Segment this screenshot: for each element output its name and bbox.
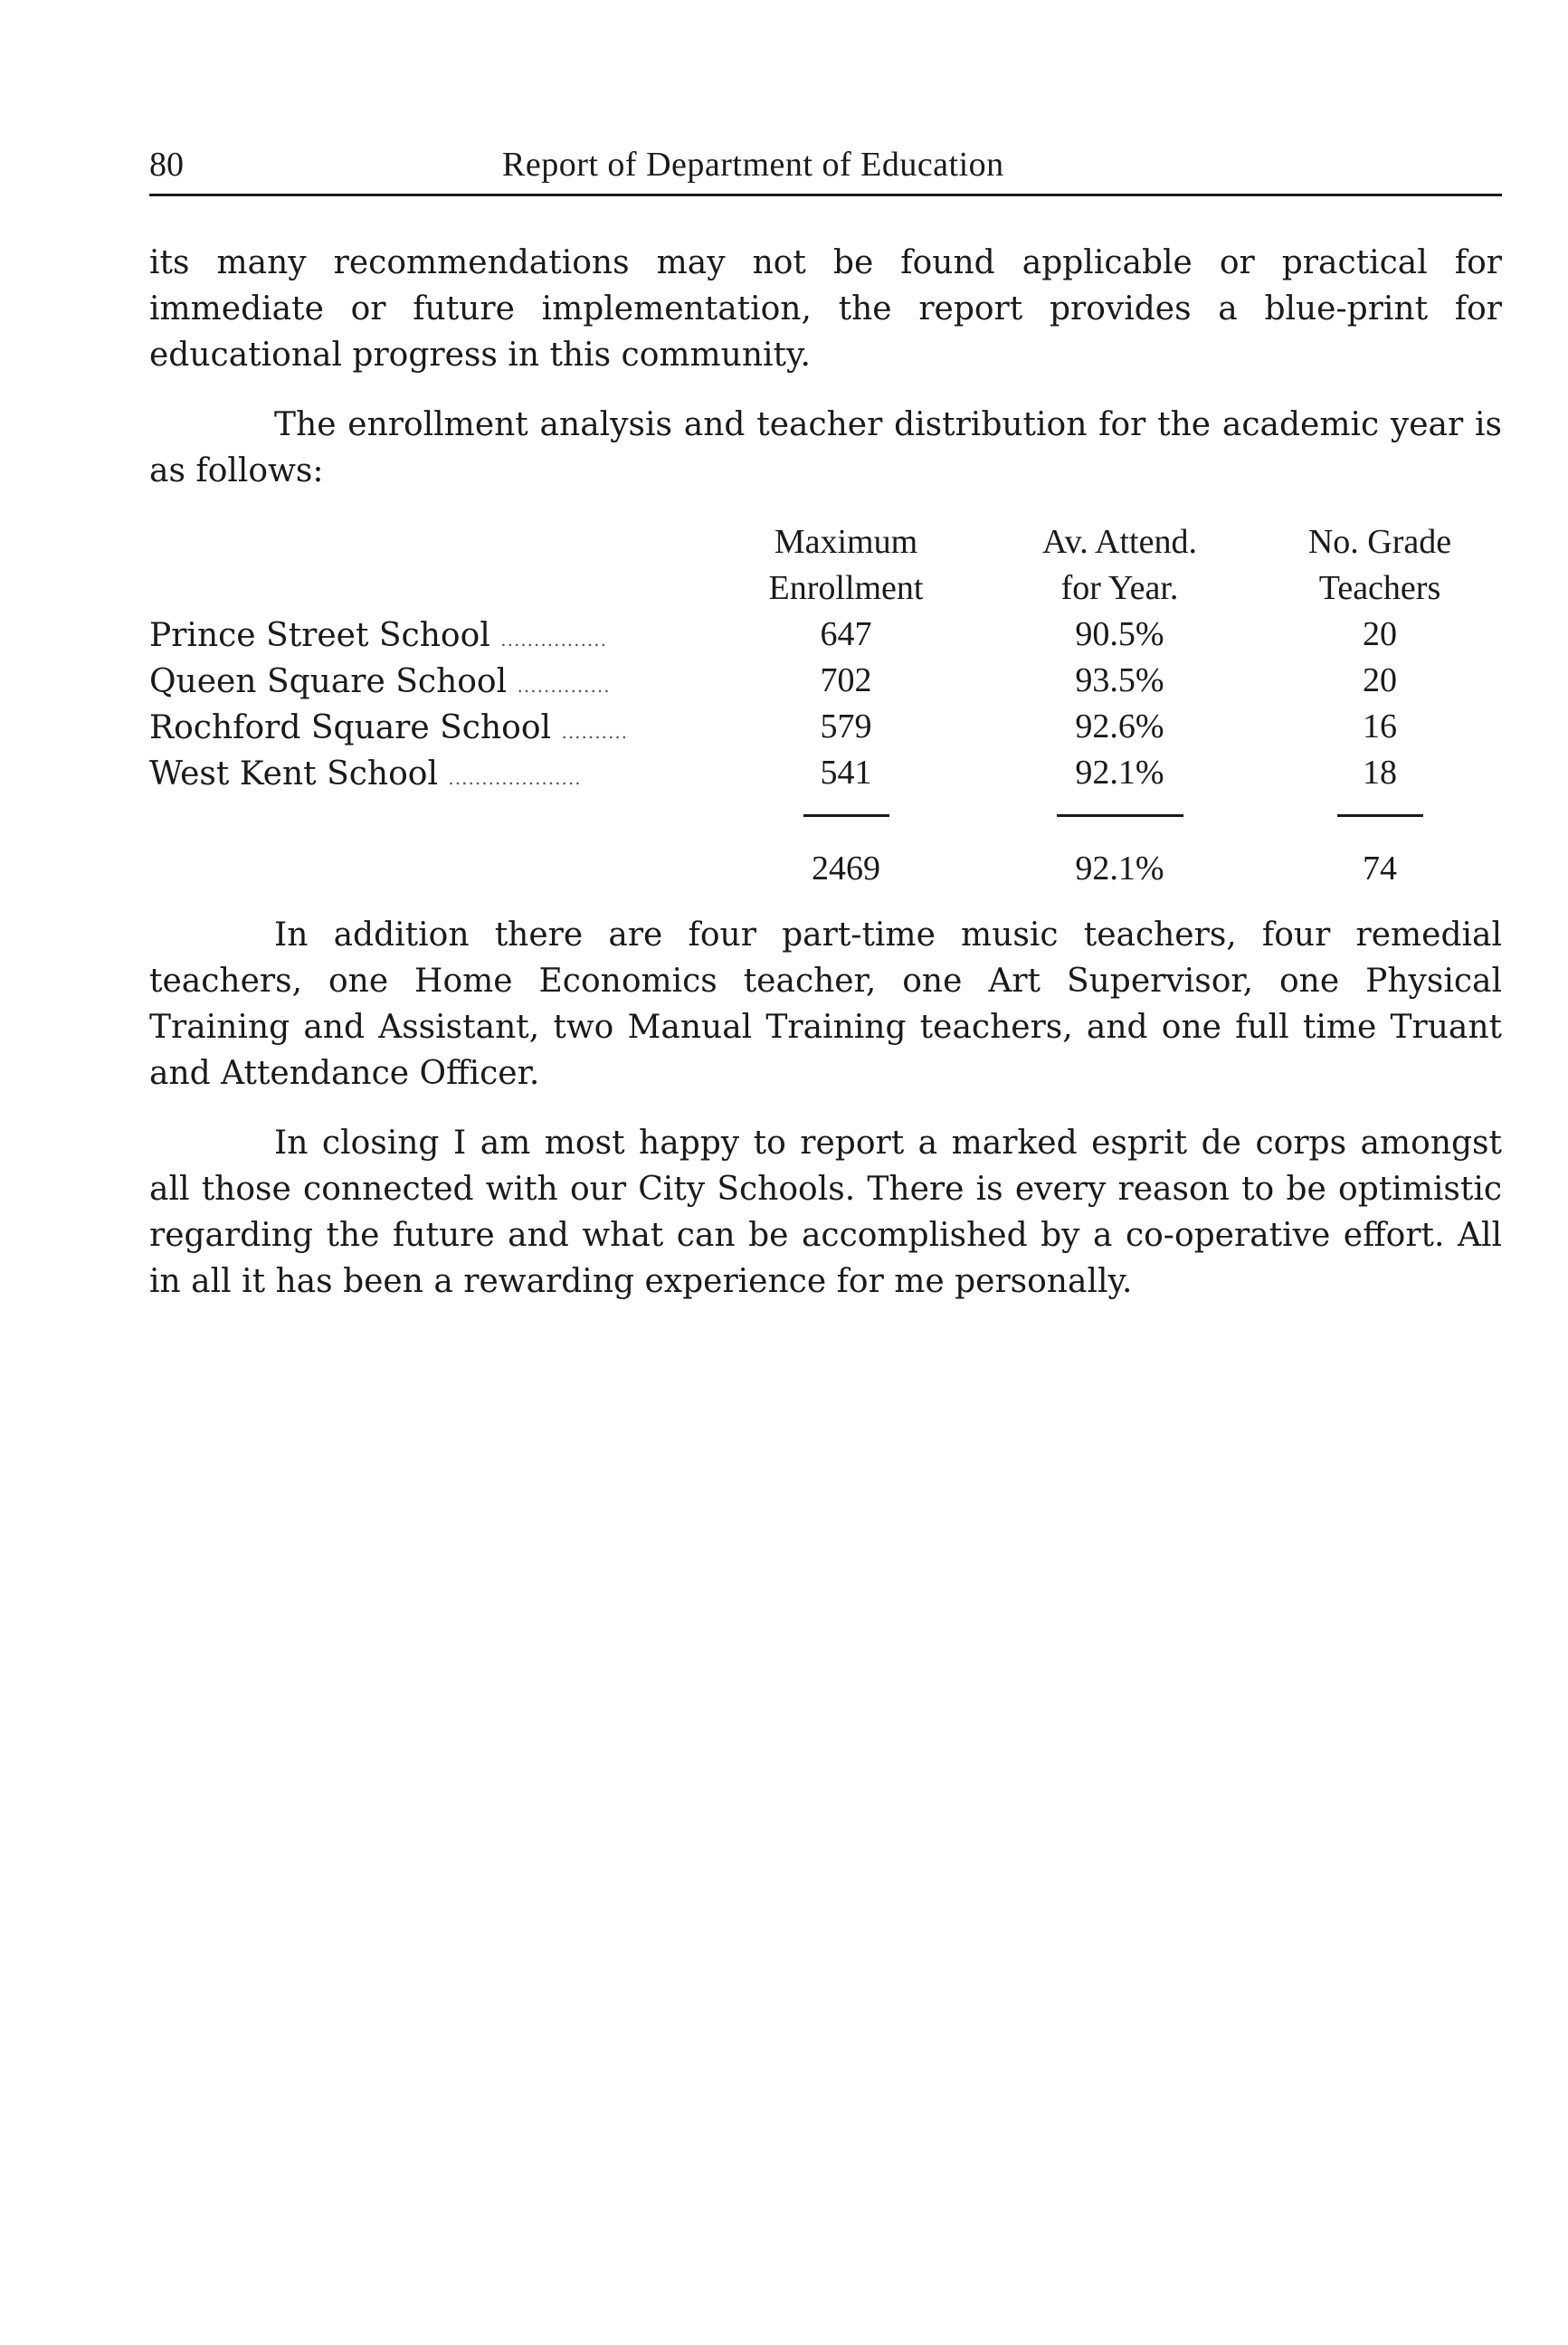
avg-attendance-cell: 92.6% bbox=[1075, 707, 1164, 745]
total-grade-teachers: 74 bbox=[1363, 850, 1397, 888]
page-number: 80 bbox=[149, 146, 184, 184]
total-max-enrollment: 2469 bbox=[812, 850, 880, 888]
total-avg-attendance: 92.1% bbox=[1075, 850, 1164, 888]
paragraph-closing: In closing I am most happy to report a marked esprit de corps amongst all those connected with our City Schools. There is every reason to be optimistic regarding the future and what can be accomplished by a co-operative effort. All in all it has been a rewarding experience for me personally. bbox=[149, 1125, 1502, 1300]
document-page bbox=[149, 145, 1502, 1305]
avg-attendance-cell: 90.5% bbox=[1075, 615, 1164, 653]
max-enrollment-cell: 541 bbox=[820, 754, 872, 792]
running-title: Report of Department of Education bbox=[502, 146, 1004, 184]
dot-leader: ................ bbox=[500, 629, 607, 650]
school-name: West Kent School bbox=[149, 755, 438, 793]
total-rule bbox=[1258, 793, 1502, 832]
total-rule-row bbox=[149, 793, 1502, 832]
avg-attendance-cell: 93.5% bbox=[1075, 661, 1164, 699]
page-header bbox=[149, 145, 1502, 196]
total-rule bbox=[710, 793, 982, 832]
paragraph-additional-staff: In addition there are four part-time music teachers, four remedial teachers, one Home Economics teacher, one Art Supervisor, one Physical Training and Assistant, two Manual Training teachers, and one full time Truant and Attendance Officer. bbox=[149, 916, 1502, 1092]
max-enrollment-cell: 647 bbox=[820, 615, 872, 653]
avg-attendance-cell: 92.1% bbox=[1075, 754, 1164, 792]
header-grade-teachers-line1: No. Grade bbox=[1307, 523, 1452, 561]
total-rule bbox=[982, 793, 1258, 832]
grade-teachers-cell: 18 bbox=[1363, 754, 1397, 792]
table-header-row-1 bbox=[149, 516, 1502, 562]
dot-leader: .......... bbox=[561, 721, 629, 743]
table-row bbox=[149, 654, 1502, 700]
school-name: Prince Street School bbox=[149, 617, 490, 654]
header-max-enrollment-line2: Enrollment bbox=[768, 569, 924, 607]
school-name: Queen Square School bbox=[149, 663, 508, 700]
max-enrollment-cell: 702 bbox=[820, 661, 872, 699]
header-avg-attendance-line2: for Year. bbox=[1060, 569, 1179, 607]
table-row bbox=[149, 608, 1502, 654]
header-avg-attendance-line1: Av. Attend. bbox=[1042, 523, 1197, 561]
enrollment-table bbox=[149, 516, 1502, 888]
table-header-row-2 bbox=[149, 562, 1502, 608]
totals-row bbox=[149, 832, 1502, 888]
dot-leader: .............. bbox=[517, 675, 611, 697]
table-row bbox=[149, 746, 1502, 793]
header-school-blank-2 bbox=[149, 562, 710, 608]
header-school-blank bbox=[149, 516, 710, 562]
grade-teachers-cell: 16 bbox=[1363, 707, 1397, 745]
grade-teachers-cell: 20 bbox=[1363, 661, 1397, 699]
table-row bbox=[149, 700, 1502, 746]
paragraph-opening: its many recommendations may not be found applicable or practical for immediate or future implementation, the report provides a blue-print for educational progress in this community. bbox=[149, 244, 1502, 374]
paragraph-table-intro: The enrollment analysis and teacher distribution for the academic year is as follows: bbox=[149, 406, 1502, 489]
grade-teachers-cell: 20 bbox=[1363, 615, 1397, 653]
header-max-enrollment-line1: Maximum bbox=[774, 523, 918, 561]
max-enrollment-cell: 579 bbox=[820, 707, 872, 745]
dot-leader: .................... bbox=[448, 767, 582, 789]
school-name: Rochford Square School bbox=[149, 709, 552, 746]
header-grade-teachers-line2: Teachers bbox=[1318, 569, 1441, 607]
